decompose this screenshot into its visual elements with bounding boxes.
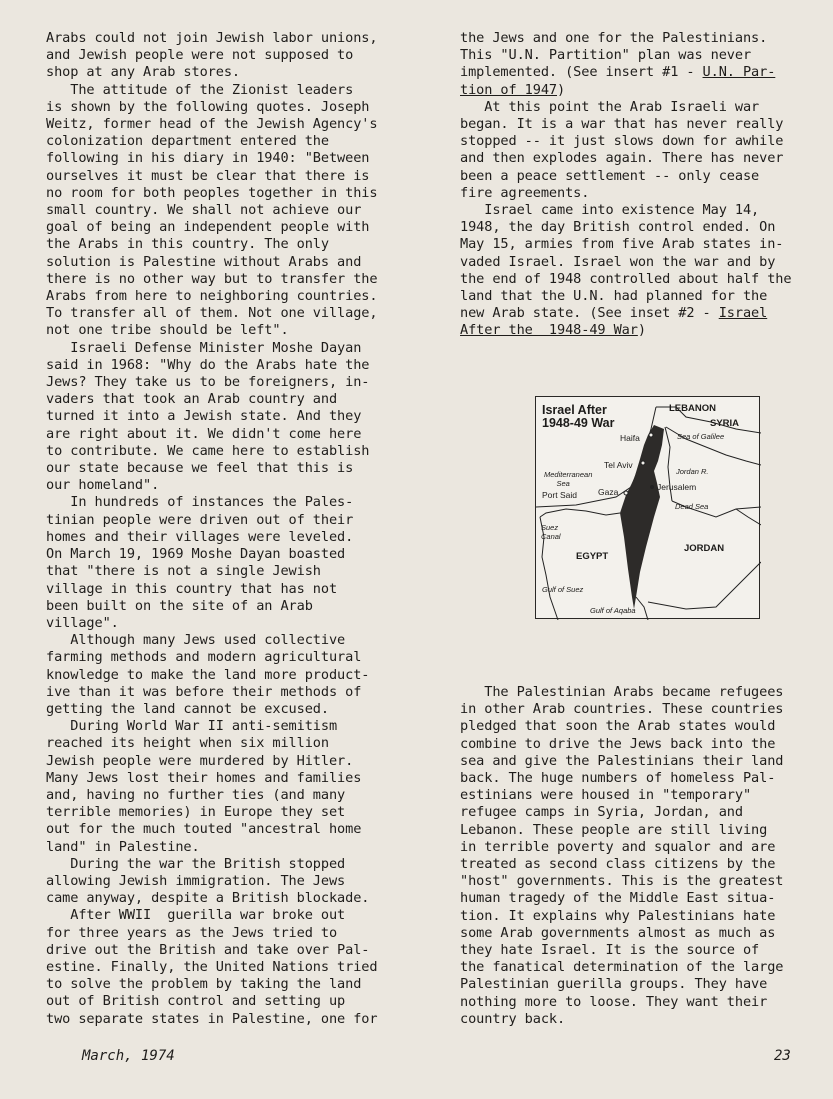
text-line: colonization department entered the	[46, 133, 329, 150]
text-line: Many Jews lost their homes and families	[46, 769, 362, 786]
map-label-sea-of-galilee: Sea of Galilee	[677, 432, 725, 441]
page-number: 23	[774, 1048, 791, 1064]
text-line: been built on the site of an Arab	[46, 597, 313, 614]
text-line: following in his diary in 1940: "Between	[46, 150, 370, 167]
text-line: came anyway, despite a British blockade.	[46, 890, 370, 907]
text-line: our state because we feel that this is	[46, 460, 354, 477]
text-line: Palestinian guerilla groups. They have	[460, 976, 768, 993]
text-line: to contribute. We came here to establish	[46, 442, 370, 459]
text-line: tinian people were driven out of their	[46, 511, 354, 528]
text-line: been a peace settlement -- only cease	[460, 167, 760, 184]
text-line: reached its height when six million	[46, 735, 329, 752]
text-line: During World War II anti-semitism	[46, 718, 338, 735]
footer-date: March, 1974	[82, 1048, 175, 1064]
text-line: In hundreds of instances the Pales-	[46, 494, 354, 511]
text-line: two separate states in Palestine, one for	[46, 1010, 378, 1027]
insert-1-reference-cont: tion of 1947	[460, 81, 558, 98]
text-line: This "U.N. Partition" plan was never	[460, 47, 752, 64]
israel-map-inset	[535, 396, 760, 619]
text-line: sea and give the Palestinians their land	[460, 752, 784, 769]
text-line: estine. Finally, the United Nations tried	[46, 958, 378, 975]
text-line: village".	[46, 614, 119, 631]
inset-2-reference-cont: After the 1948-49 War	[460, 322, 638, 339]
right-text-column-bottom	[460, 684, 820, 1028]
text-line: Although many Jews used collective	[46, 632, 346, 649]
text-line: they hate Israel. It is the source of	[460, 942, 760, 959]
text-line: new Arab state. (See inset #2 - Israel	[460, 305, 768, 322]
text-line: combine to drive the Jews back into the	[460, 735, 776, 752]
text-line: homes and their villages were leveled.	[46, 528, 354, 545]
text-line: back. The huge numbers of homeless Pal-	[460, 770, 776, 787]
left-text-column	[46, 30, 406, 1028]
text-line: shop at any Arab stores.	[46, 64, 241, 81]
map-label-jerusalem: Jerusalem	[657, 482, 697, 492]
text-line: Arabs could not join Jewish labor unions,	[46, 30, 378, 46]
map-label-tel-aviv: Tel Aviv	[604, 460, 633, 470]
map-label-syria: SYRIA	[710, 418, 740, 429]
map-label-jordan: JORDAN	[684, 543, 725, 554]
text-line: vaded Israel. Israel won the war and by	[460, 253, 776, 270]
text-line: Arabs from here to neighboring countries.	[46, 288, 378, 305]
text-line: small country. We shall not achieve our	[46, 202, 362, 219]
text-line: Israel came into existence May 14,	[460, 202, 760, 219]
text-line: vaders that took an Arab country and	[46, 391, 338, 408]
text-line: stopped -- it just slows down for awhile	[460, 133, 784, 150]
text-line: the Jews and one for the Palestinians.	[460, 30, 768, 46]
text-line: there is no other way but to transfer the	[46, 270, 378, 287]
text-line: The attitude of the Zionist leaders	[46, 81, 354, 98]
text-line: our homeland".	[46, 477, 160, 494]
map-label-lebanon: LEBANON	[669, 403, 716, 414]
text-line: On March 19, 1969 Moshe Dayan boasted	[46, 546, 346, 563]
text-line: out for the much touted "ancestral home	[46, 821, 362, 838]
text-line: fire agreements.	[460, 184, 590, 201]
text-line: refugee camps in Syria, Jordan, and	[460, 804, 743, 821]
text-line: After WWII guerilla war broke out	[46, 907, 346, 924]
text-line: After the 1948-49 War)	[460, 322, 646, 339]
map-label-dead-sea: Dead Sea	[675, 502, 709, 511]
text-line: the end of 1948 controlled about half the	[460, 270, 792, 287]
map-label-egypt: EGYPT	[576, 551, 609, 562]
right-text-column-top	[460, 30, 820, 340]
text-line: the fanatical determination of the large	[460, 959, 784, 976]
text-line: solution is Palestine without Arabs and	[46, 253, 362, 270]
map-label-mediterranean: Mediterranean Sea	[544, 470, 593, 488]
text-line: Jews? They take us to be foreigners, in-	[46, 374, 370, 391]
map-label-gulf-of-suez: Gulf of Suez	[542, 585, 584, 594]
text-line: nothing more to loose. They want their	[460, 993, 768, 1010]
map-label-suez-canal: Suez Canal	[541, 523, 561, 541]
text-line: The Palestinian Arabs became refugees	[460, 684, 784, 700]
text-line: goal of being an independent people with	[46, 219, 370, 236]
text-line: land" in Palestine.	[46, 838, 200, 855]
text-line: getting the land cannot be excused.	[46, 700, 329, 717]
text-line: said in 1968: "Why do the Arabs hate the	[46, 356, 370, 373]
text-line: began. It is a war that has never really	[460, 116, 784, 133]
text-line: no room for both peoples together in this	[46, 184, 378, 201]
text-line: drive out the British and take over Pal-	[46, 941, 370, 958]
map-label-gaza: Gaza	[598, 487, 619, 497]
text-line: is shown by the following quotes. Joseph	[46, 98, 370, 115]
text-line: turned it into a Jewish state. And they	[46, 408, 362, 425]
text-line: 1948, the day British control ended. On	[460, 219, 776, 236]
text-line: May 15, armies from five Arab states in-	[460, 236, 784, 253]
text-line: terrible memories) in Europe they set	[46, 804, 346, 821]
text-line: implemented. (See insert #1 - U.N. Par-	[460, 64, 776, 81]
text-line: At this point the Arab Israeli war	[460, 98, 760, 115]
text-line: human tragedy of the Middle East situa-	[460, 890, 776, 907]
text-line: Jewish people were murdered by Hitler.	[46, 752, 354, 769]
text-line: knowledge to make the land more product-	[46, 666, 370, 683]
text-line: estinians were housed in "temporary"	[460, 787, 752, 804]
text-line: and, having no further ties (and many	[46, 786, 346, 803]
text-line: Weitz, former head of the Jewish Agency's	[46, 116, 378, 133]
text-line: tion. It explains why Palestinians hate	[460, 907, 776, 924]
map-label-port-said: Port Said	[542, 490, 577, 500]
insert-1-reference: U.N. Par-	[702, 64, 776, 81]
text-line: some Arab governments almost as much as	[460, 924, 776, 941]
text-line: in other Arab countries. These countries	[460, 701, 784, 718]
text-line: for three years as the Jews tried to	[46, 924, 338, 941]
text-line: "host" governments. This is the greatest	[460, 873, 784, 890]
text-line: ive than it was before their methods of	[46, 683, 362, 700]
text-line: Lebanon. These people are still living	[460, 821, 768, 838]
text-line: are right about it. We didn't come here	[46, 425, 362, 442]
map-label-gulf-of-aqaba: Gulf of Aqaba	[590, 606, 636, 615]
text-line: land that the U.N. had planned for the	[460, 288, 768, 305]
text-line: the Arabs in this country. The only	[46, 236, 329, 253]
text-line: Israeli Defense Minister Moshe Dayan	[46, 339, 362, 356]
text-line: allowing Jewish immigration. The Jews	[46, 872, 346, 889]
map-title: Israel After 1948-49 War	[542, 403, 615, 430]
text-line: in terrible poverty and squalor and are	[460, 838, 776, 855]
text-line: treated as second class citizens by the	[460, 856, 776, 873]
text-line: country back.	[460, 1010, 566, 1027]
map-label-jordan-river: Jordan R.	[676, 467, 709, 476]
text-line: During the war the British stopped	[46, 855, 346, 872]
text-line: that "there is not a single Jewish	[46, 563, 321, 580]
text-line: not one tribe should be left".	[46, 322, 289, 339]
text-line: out of British control and setting up	[46, 993, 346, 1010]
text-line: pledged that soon the Arab states would	[460, 718, 776, 735]
inset-2-reference: Israel	[718, 305, 768, 322]
text-line: To transfer all of them. Not one village,	[46, 305, 378, 322]
map-label-haifa: Haifa	[620, 433, 640, 443]
text-line: and then explodes again. There has never	[460, 150, 784, 167]
text-line: village in this country that has not	[46, 580, 338, 597]
text-line: farming methods and modern agricultural	[46, 649, 362, 666]
text-line: to solve the problem by taking the land	[46, 976, 362, 993]
text-line: tion of 1947)	[460, 81, 566, 98]
text-line: ourselves it must be clear that there is	[46, 167, 370, 184]
text-line: and Jewish people were not supposed to	[46, 47, 354, 64]
